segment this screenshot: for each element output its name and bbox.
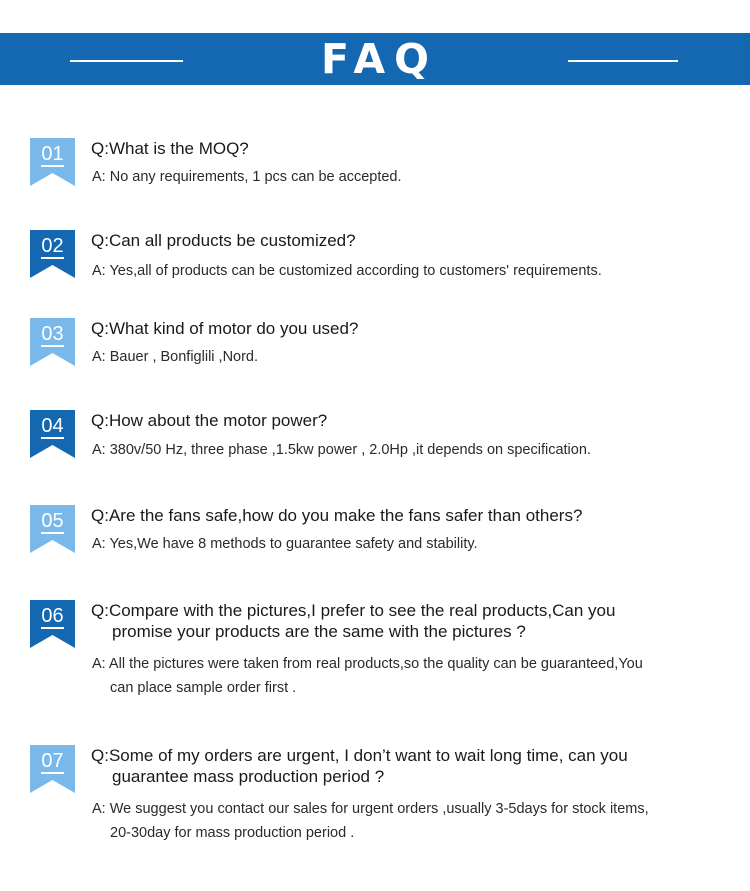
answer-line: A: Yes,We have 8 methods to guarantee safety and stability. <box>92 536 478 552</box>
faq-answer <box>92 438 732 462</box>
faq-answer <box>92 165 732 189</box>
item-number: 06 <box>41 605 64 627</box>
question-line: promise your products are the same with the pictures ? <box>112 622 526 641</box>
faq-question <box>91 410 731 431</box>
faq-answer <box>92 259 732 283</box>
faq-question <box>91 318 731 339</box>
answer-line: A: We suggest you contact our sales for urgent orders ,usually 3-5days for stock items, <box>92 801 649 817</box>
faq-header-banner <box>0 33 750 85</box>
question-line: Q:How about the motor power? <box>91 411 328 430</box>
faq-question <box>91 505 731 526</box>
faq-question <box>91 745 731 787</box>
item-number: 05 <box>41 510 64 532</box>
number-badge <box>30 318 75 366</box>
faq-answer <box>92 652 732 700</box>
item-number: 03 <box>41 323 64 345</box>
question-line: Q:Are the fans safe,how do you make the fans safer than others? <box>91 506 583 525</box>
page-title: FAQ <box>321 35 438 83</box>
faq-question <box>91 600 731 642</box>
item-number: 01 <box>41 143 64 165</box>
answer-line: A: All the pictures were taken from real products,so the quality can be guaranteed,You <box>92 656 643 672</box>
answer-line: A: 380v/50 Hz, three phase ,1.5kw power , 2.0Hp ,it depends on specification. <box>92 442 591 458</box>
question-line: Q:Can all products be customized? <box>91 231 356 250</box>
number-badge <box>30 745 75 793</box>
faq-answer <box>92 532 732 556</box>
answer-line: can place sample order first . <box>110 680 297 696</box>
answer-line: 20-30day for mass production period . <box>110 825 355 841</box>
number-badge <box>30 230 75 278</box>
header-right-rule <box>568 60 678 62</box>
question-line: Q:What kind of motor do you used? <box>91 319 359 338</box>
item-number: 04 <box>41 415 64 437</box>
faq-answer <box>92 345 732 369</box>
number-badge <box>30 600 75 648</box>
number-badge <box>30 138 75 186</box>
item-number: 02 <box>41 235 64 257</box>
answer-line: A: No any requirements, 1 pcs can be accepted. <box>92 169 402 185</box>
number-badge <box>30 505 75 553</box>
answer-line: A: Yes,all of products can be customized according to customers' requirements. <box>92 263 602 279</box>
question-line: guarantee mass production period ? <box>112 767 385 786</box>
faq-question <box>91 230 731 251</box>
answer-line: A: Bauer , Bonfiglili ,Nord. <box>92 349 259 365</box>
question-line: Q:Compare with the pictures,I prefer to see the real products,Can you <box>91 601 616 620</box>
question-line: Q:Some of my orders are urgent, I don’t want to wait long time, can you <box>91 746 628 765</box>
number-badge <box>30 410 75 458</box>
question-line: Q:What is the MOQ? <box>91 139 249 158</box>
faq-answer <box>92 797 732 845</box>
item-number: 07 <box>41 750 64 772</box>
faq-question <box>91 138 731 159</box>
